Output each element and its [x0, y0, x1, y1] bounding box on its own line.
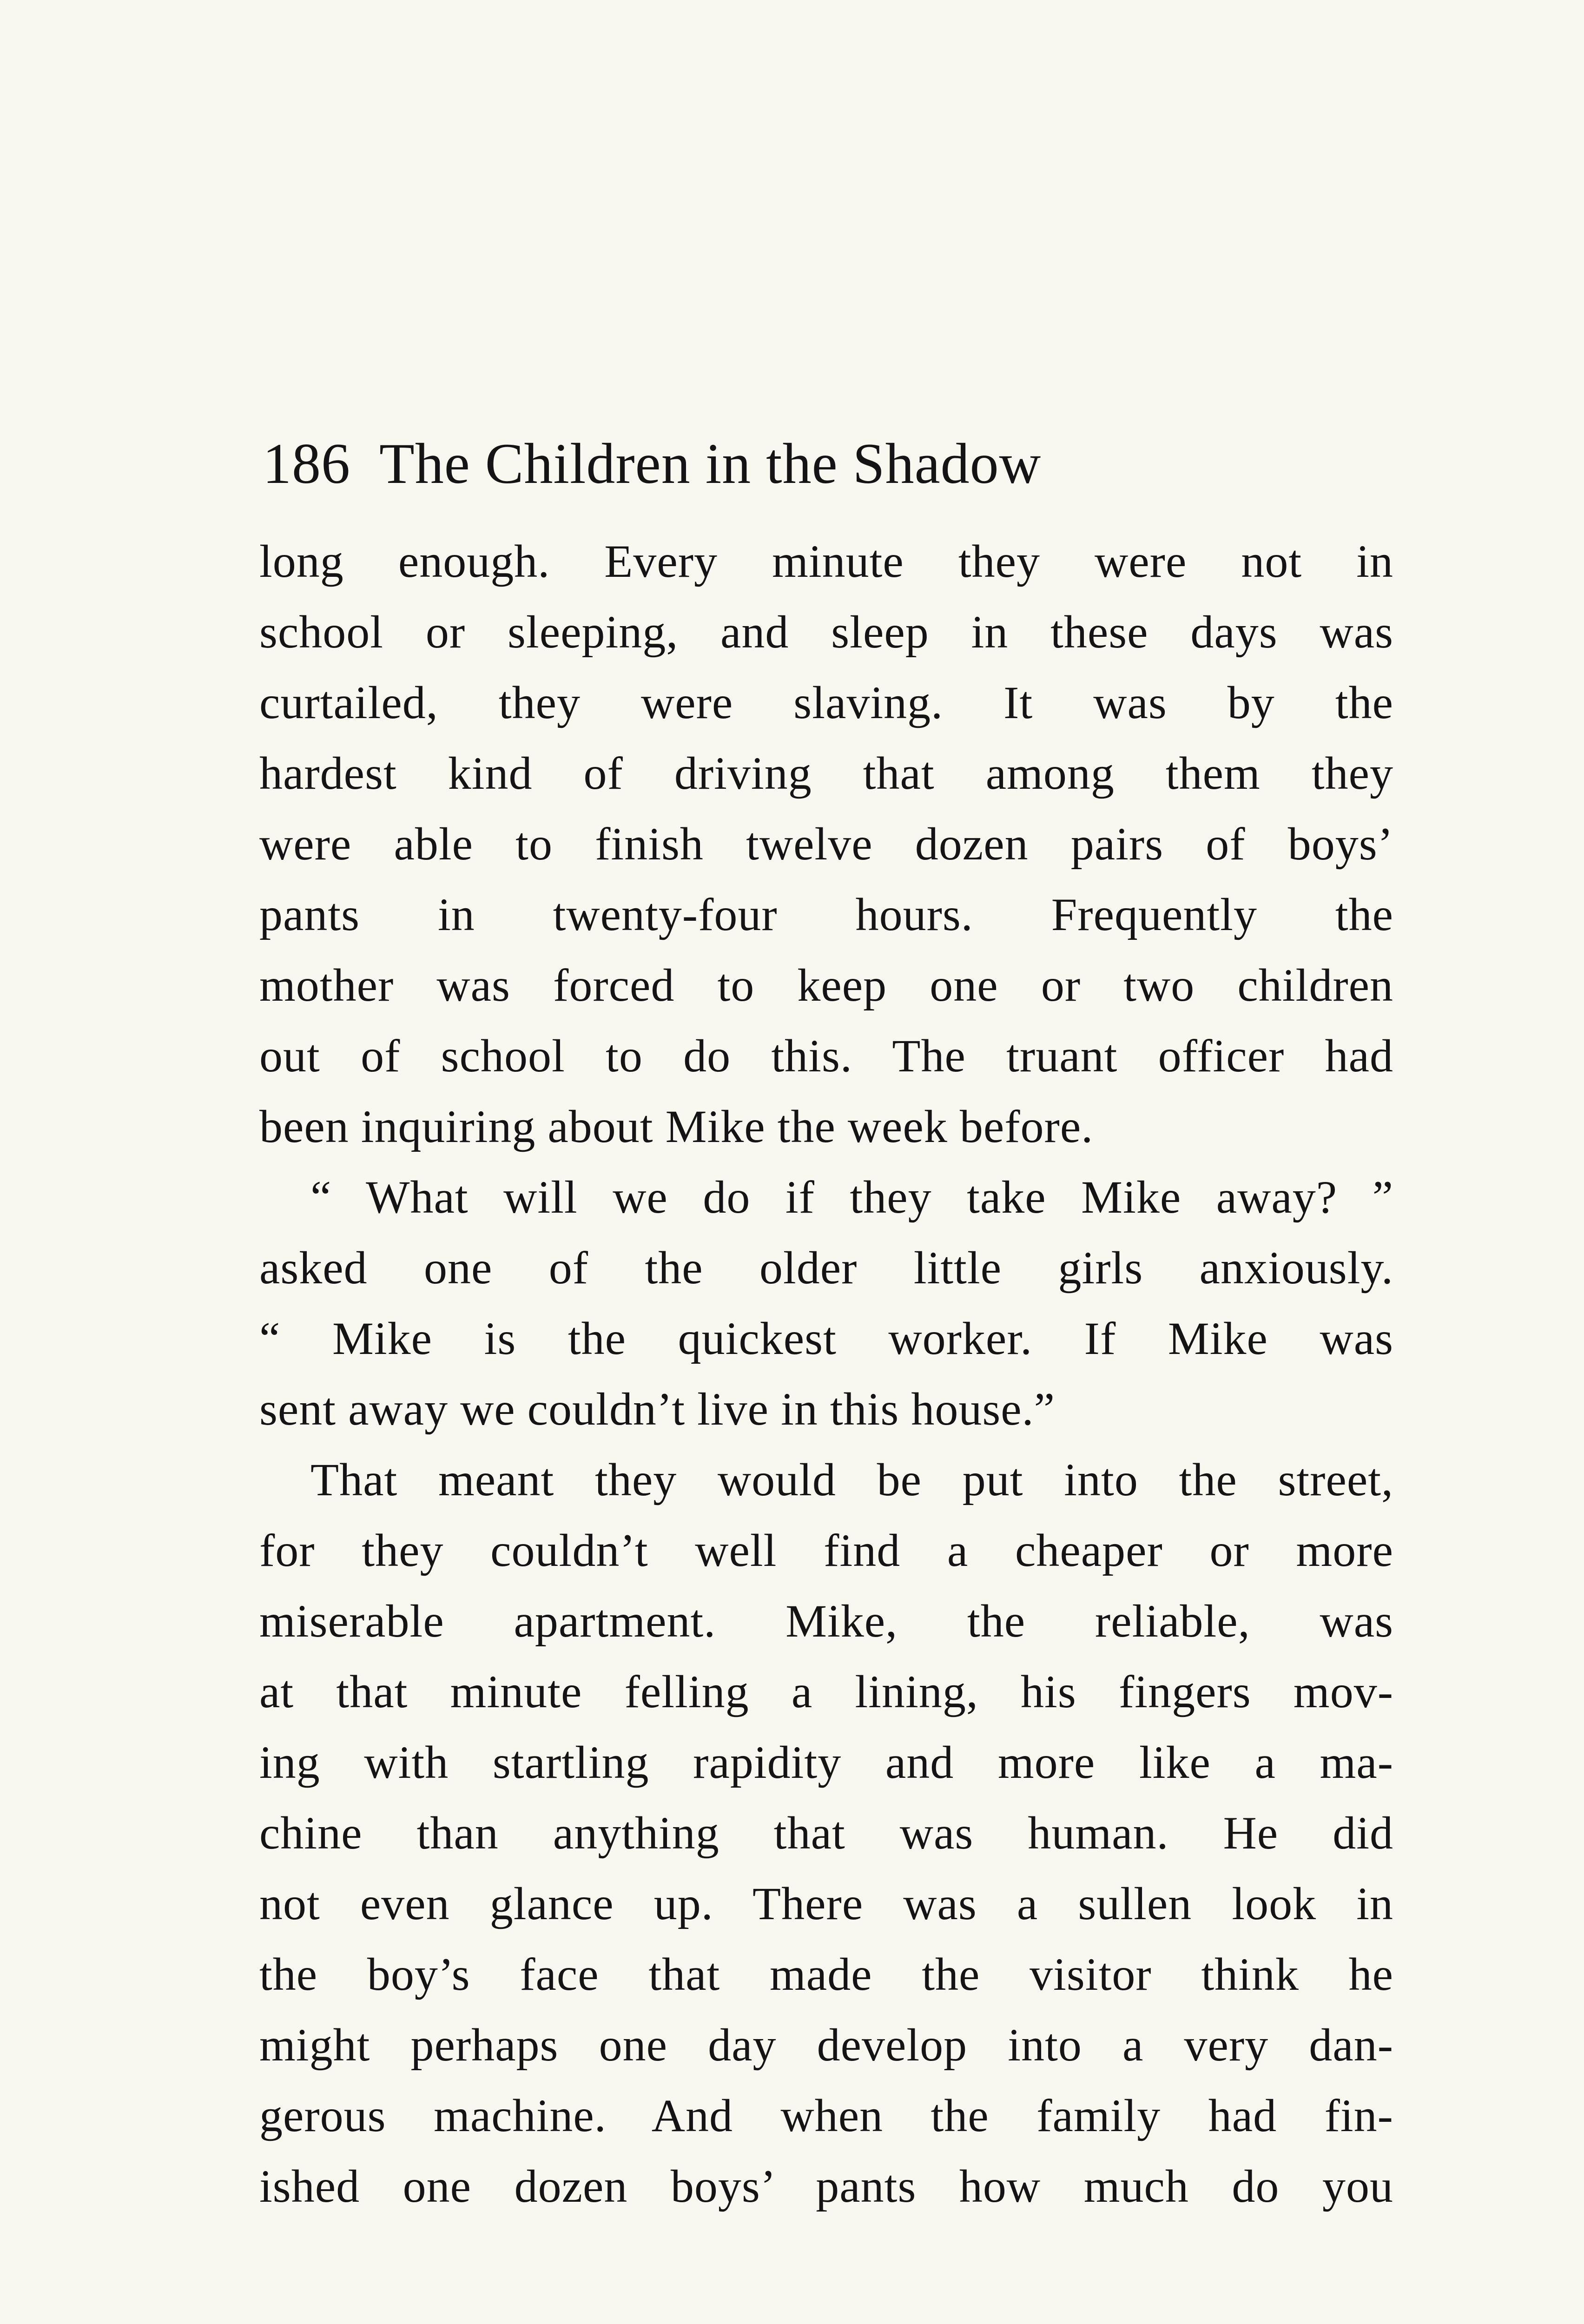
- text-line: for they couldn’t well find a cheaper or more: [259, 1525, 1393, 1576]
- text-line: pants in twenty-four hours. Frequently the: [259, 889, 1393, 940]
- text-line: ing with startling rapidity and more like a ma-: [259, 1736, 1393, 1788]
- text-line: chine than anything that was human. He did: [259, 1807, 1393, 1859]
- text-line: asked one of the older little girls anxiously.: [259, 1242, 1393, 1294]
- text-line: the boy’s face that made the visitor think he: [259, 1948, 1393, 2000]
- text-line: been inquiring about Mike the week before.: [259, 1101, 1094, 1152]
- text-line: That meant they would be put into the street,: [310, 1454, 1393, 1505]
- text-line: not even glance up. There was a sullen look in: [259, 1878, 1393, 1929]
- text-line: school or sleeping, and sleep in these days was: [259, 606, 1393, 658]
- text-line: gerous machine. And when the family had fin-: [259, 2090, 1393, 2141]
- text-line: long enough. Every minute they were not in: [259, 535, 1393, 587]
- text-line: “ Mike is the quickest worker. If Mike was: [259, 1313, 1393, 1364]
- text-line: mother was forced to keep one or two children: [259, 959, 1393, 1011]
- text-line: sent away we couldn’t live in this house.”: [259, 1383, 1056, 1435]
- text-line: at that minute felling a lining, his fingers mov-: [259, 1666, 1393, 1717]
- text-line: “ What will we do if they take Mike away? ”: [310, 1171, 1393, 1223]
- text-line: out of school to do this. The truant officer had: [259, 1030, 1393, 1082]
- text-line: ished one dozen boys’ pants how much do you: [259, 2160, 1393, 2212]
- text-line: curtailed, they were slaving. It was by the: [259, 677, 1393, 728]
- running-title: The Children in the Shadow: [379, 432, 1042, 495]
- text-line: might perhaps one day develop into a very dan-: [259, 2019, 1393, 2071]
- text-line: miserable apartment. Mike, the reliable, was: [259, 1595, 1393, 1647]
- body-text: [259, 526, 1393, 2222]
- running-head: [263, 427, 1401, 501]
- text-line: hardest kind of driving that among them they: [259, 747, 1393, 799]
- text-line: were able to finish twelve dozen pairs of boys’: [259, 818, 1393, 870]
- page-number: 186: [263, 432, 350, 495]
